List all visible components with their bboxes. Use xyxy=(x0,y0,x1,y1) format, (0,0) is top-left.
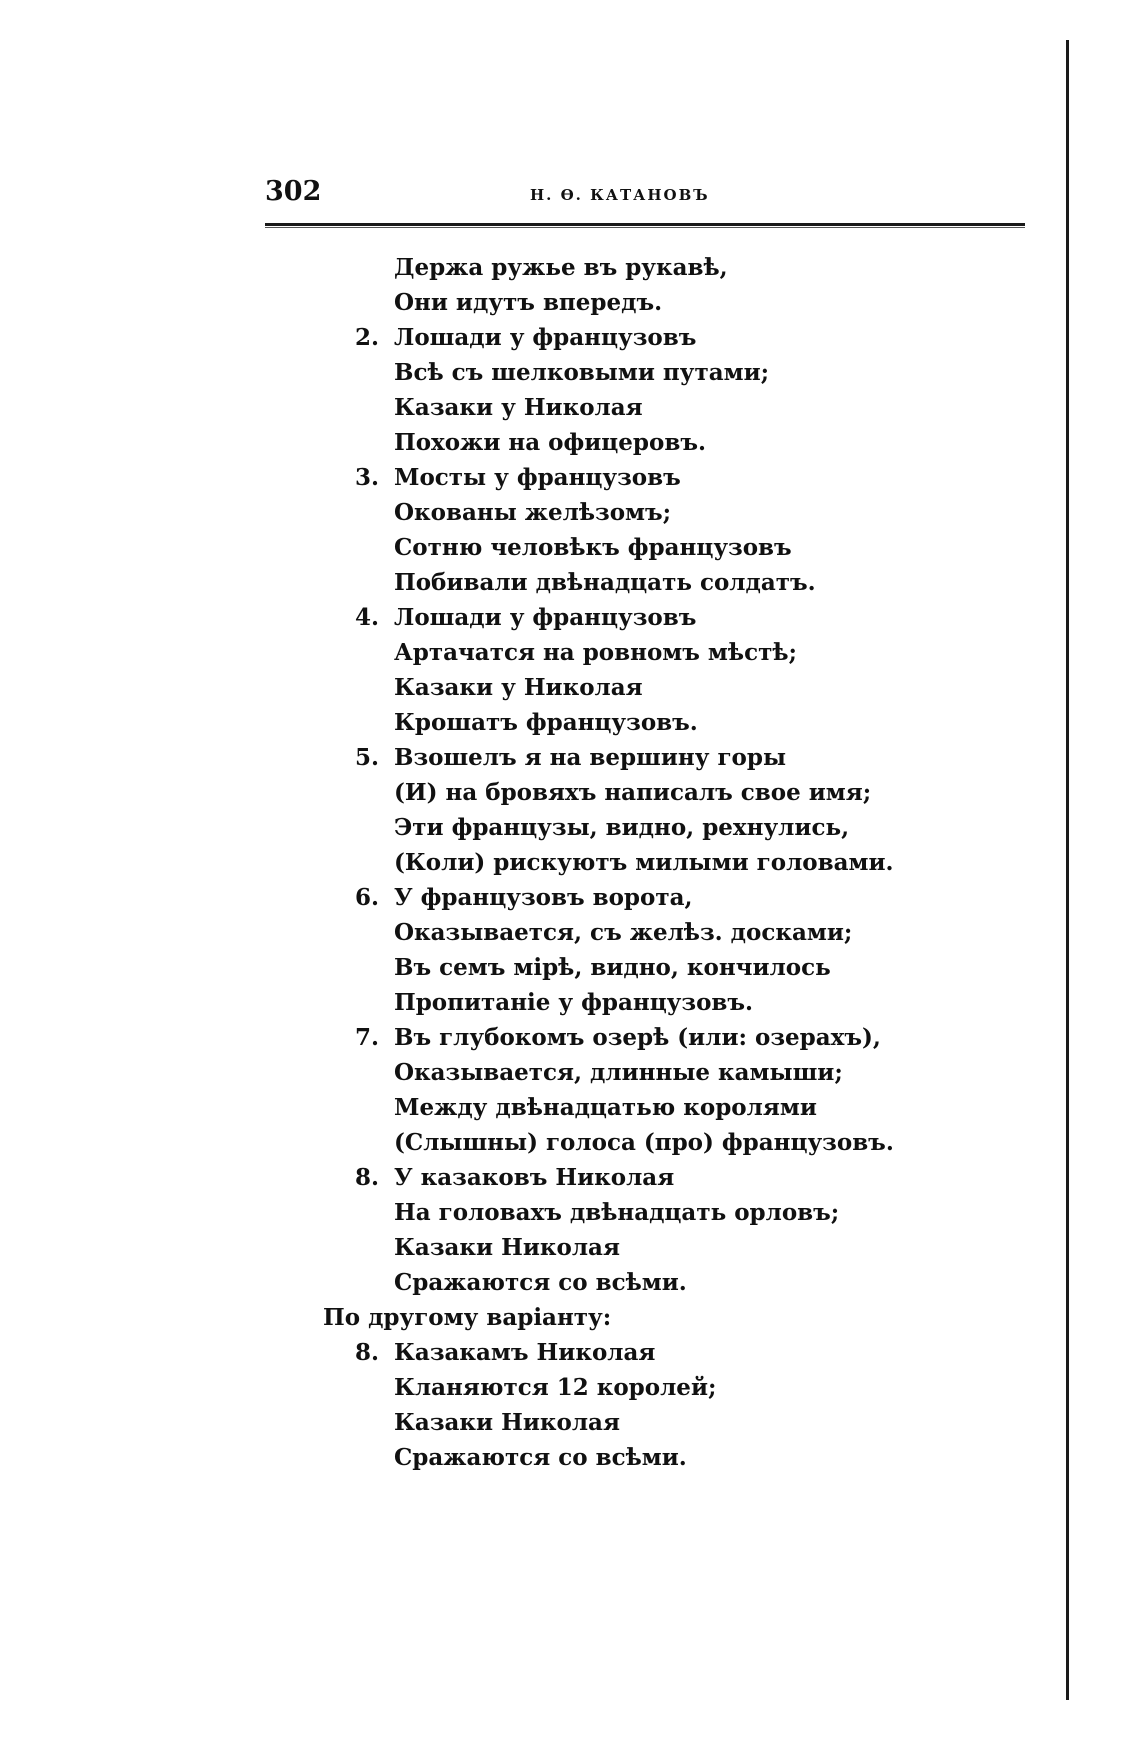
verse-line xyxy=(315,775,1035,810)
stanza-number: 8. xyxy=(355,1164,380,1191)
verse-line xyxy=(315,1265,1035,1300)
verse-line xyxy=(315,390,1035,425)
variant-line xyxy=(315,1405,1035,1440)
verse-text: (Коли) рискуютъ милыми головами. xyxy=(394,849,894,876)
verse-line xyxy=(315,950,1035,985)
verse-line xyxy=(315,530,1035,565)
stanza-number: 7. xyxy=(355,1024,380,1051)
verse-text: Эти французы, видно, рехнулись, xyxy=(394,814,850,841)
verse-text: Взошелъ я на вершину горы xyxy=(394,744,787,771)
verse-line xyxy=(315,1125,1035,1160)
verse-text: Оказывается, съ желѣз. досками; xyxy=(394,919,853,946)
verse-text: Мосты у французовъ xyxy=(394,464,681,491)
verse-text: Сражаются со всѣми. xyxy=(394,1444,687,1471)
verse-line xyxy=(315,285,1035,320)
verse-line xyxy=(315,355,1035,390)
verse-text: Окованы желѣзомъ; xyxy=(394,499,672,526)
verse-line xyxy=(315,600,1035,635)
verse-text: Кланяются 12 королей; xyxy=(394,1374,717,1401)
verse-line xyxy=(315,1160,1035,1195)
stanza-number: 8. xyxy=(355,1339,380,1366)
page-number: 302 xyxy=(265,176,322,207)
header-rule xyxy=(265,223,1025,226)
verse-line xyxy=(315,670,1035,705)
verse-line xyxy=(315,845,1035,880)
verse-line xyxy=(315,1090,1035,1125)
verse-line xyxy=(315,915,1035,950)
variant-heading-line xyxy=(315,1300,1035,1335)
verse-text: Оказывается, длинные камыши; xyxy=(394,1059,843,1086)
verse-text: Лошади у французовъ xyxy=(394,604,697,631)
verse-text: Казакамъ Николая xyxy=(394,1339,656,1366)
verse-text: Сражаются со всѣми. xyxy=(394,1269,687,1296)
stanza-number: 5. xyxy=(355,744,380,771)
variant-line xyxy=(315,1335,1035,1370)
verse-text: Крошатъ французовъ. xyxy=(394,709,698,736)
variant-line xyxy=(315,1440,1035,1475)
verse-text: Всѣ съ шелковыми путами; xyxy=(394,359,770,386)
verse-line xyxy=(315,425,1035,460)
verse-text: Въ глубокомъ озерѣ (или: озерахъ), xyxy=(394,1024,881,1051)
verse-text: Казаки у Николая xyxy=(394,674,643,701)
verse-text: Казаки у Николая xyxy=(394,394,643,421)
verse-text: Пропитаніе у французовъ. xyxy=(394,989,754,1016)
page-header xyxy=(265,176,1025,216)
verse-text: Въ семъ мірѣ, видно, кончилось xyxy=(394,954,831,981)
verse-line xyxy=(315,565,1035,600)
verse-line xyxy=(315,1020,1035,1055)
verse-line xyxy=(315,495,1035,530)
verse-text: Казаки Николая xyxy=(394,1409,620,1436)
verse-text: На головахъ двѣнадцать орловъ; xyxy=(394,1199,840,1226)
verse-line xyxy=(315,985,1035,1020)
verse-line xyxy=(315,810,1035,845)
stanza-number: 2. xyxy=(355,324,380,351)
verse-line xyxy=(315,460,1035,495)
verse-text: Побивали двѣнадцать солдатъ. xyxy=(394,569,816,596)
stanza-number: 3. xyxy=(355,464,380,491)
verse-text: Лошади у французовъ xyxy=(394,324,697,351)
stanza-number: 4. xyxy=(355,604,380,631)
verse-text: У французовъ ворота, xyxy=(394,884,693,911)
verse-line xyxy=(315,250,1035,285)
verse-text: Казаки Николая xyxy=(394,1234,620,1261)
stanza-number: 6. xyxy=(355,884,380,911)
verse-text: Сотню человѣкъ французовъ xyxy=(394,534,792,561)
verse-line xyxy=(315,740,1035,775)
verse-line xyxy=(315,880,1035,915)
verse-text: Держа ружье въ рукавѣ, xyxy=(394,254,728,281)
verse-text: (И) на бровяхъ написалъ свое имя; xyxy=(394,779,872,806)
verse-text: Похожи на офицеровъ. xyxy=(394,429,706,456)
header-rule-thin xyxy=(265,227,1025,228)
verse-line xyxy=(315,1230,1035,1265)
variant-heading: По другому варіанту: xyxy=(323,1304,612,1331)
verse-line xyxy=(315,635,1035,670)
verse-text: Между двѣнадцатью королями xyxy=(394,1094,817,1121)
page-edge-line xyxy=(1066,40,1069,1700)
variant-line xyxy=(315,1370,1035,1405)
verse-text: У казаковъ Николая xyxy=(394,1164,675,1191)
verse-line xyxy=(315,1195,1035,1230)
verse-line xyxy=(315,320,1035,355)
running-head: Н. Ѳ. КАТАНОВЪ xyxy=(530,186,710,204)
verse-block xyxy=(315,250,1035,1475)
verse-line xyxy=(315,705,1035,740)
verse-text: Они идутъ впередъ. xyxy=(394,289,663,316)
verse-text: (Слышны) голоса (про) французовъ. xyxy=(394,1129,894,1156)
verse-text: Артачатся на ровномъ мѣстѣ; xyxy=(394,639,797,666)
verse-line xyxy=(315,1055,1035,1090)
